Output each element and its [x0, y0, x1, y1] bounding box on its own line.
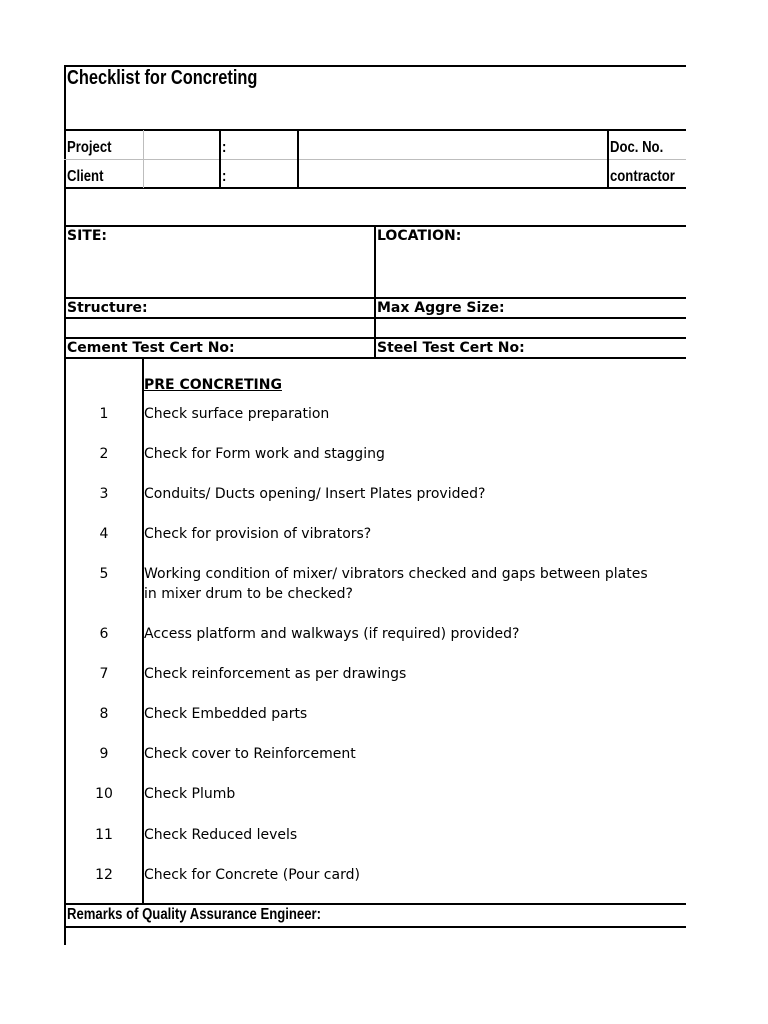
header-col-divider-1: [143, 130, 144, 188]
item-number: 10: [95, 786, 113, 802]
max-aggre-size-label: Max Aggre Size:: [377, 300, 505, 316]
item-number: 9: [99, 746, 109, 762]
site-location-divider: [374, 226, 376, 359]
header-col-divider-2: [219, 130, 221, 188]
item-number: 4: [99, 526, 109, 542]
section-title-pre-concreting: PRE CONCRETING: [144, 377, 282, 393]
remarks-row-bottom-border: [64, 926, 768, 928]
item-number: 3: [99, 486, 109, 502]
item-text: Check for provision of vibrators?: [144, 526, 372, 542]
item-text: Conduits/ Ducts opening/ Insert Plates provided?: [144, 486, 486, 502]
item-text: Check cover to Reinforcement: [144, 746, 356, 762]
item-text: Check reinforcement as per drawings: [144, 666, 407, 682]
header-row-divider: [64, 159, 768, 160]
steel-test-cert-label: Steel Test Cert No:: [377, 340, 525, 356]
site-block-top-border: [64, 225, 768, 227]
item-text: Check surface preparation: [144, 406, 330, 422]
item-number: 11: [95, 827, 113, 843]
structure-row-top-border: [64, 297, 768, 299]
remarks-label: Remarks of Quality Assurance Engineer:: [67, 906, 321, 923]
item-number: 1: [99, 406, 109, 422]
header-block-top-border: [64, 129, 768, 131]
item-text: Access platform and walkways (if required) provided?: [144, 626, 520, 642]
client-label: Client: [67, 168, 104, 185]
item-number: 7: [99, 666, 109, 682]
header-col-divider-3: [297, 130, 299, 188]
item-text: Check for Form work and stagging: [144, 446, 385, 462]
doc-no-label: Doc. No.: [610, 139, 664, 156]
header-col-divider-4: [607, 130, 609, 188]
item-text: Check Embedded parts: [144, 706, 308, 722]
structure-label: Structure:: [67, 300, 148, 316]
cert-row-top-border: [64, 337, 768, 339]
contractor-label: contractor: [610, 168, 675, 185]
blank-row-top-border: [64, 317, 768, 319]
frame-left-border: [64, 65, 66, 945]
remarks-row-top-border: [64, 903, 768, 905]
location-label: LOCATION:: [377, 228, 462, 244]
page-title: Checklist for Concreting: [67, 67, 258, 89]
header-block-bottom-border: [64, 187, 768, 189]
item-text-continuation: in mixer drum to be checked?: [144, 586, 353, 602]
item-number: 5: [99, 566, 109, 582]
project-colon: :: [222, 139, 227, 156]
item-text: Check Reduced levels: [144, 827, 298, 843]
cert-row-bottom-border: [64, 357, 768, 359]
item-number: 12: [95, 867, 113, 883]
item-number: 8: [99, 706, 109, 722]
item-text: Check for Concrete (Pour card): [144, 867, 360, 883]
project-label: Project: [67, 139, 112, 156]
site-label: SITE:: [67, 228, 108, 244]
item-text: Working condition of mixer/ vibrators checked and gaps between plates: [144, 566, 648, 582]
item-number: 2: [99, 446, 109, 462]
client-colon: :: [222, 168, 227, 185]
cement-test-cert-label: Cement Test Cert No:: [67, 340, 235, 356]
right-page-margin: [686, 0, 768, 1024]
item-text: Check Plumb: [144, 786, 236, 802]
item-number: 6: [99, 626, 109, 642]
